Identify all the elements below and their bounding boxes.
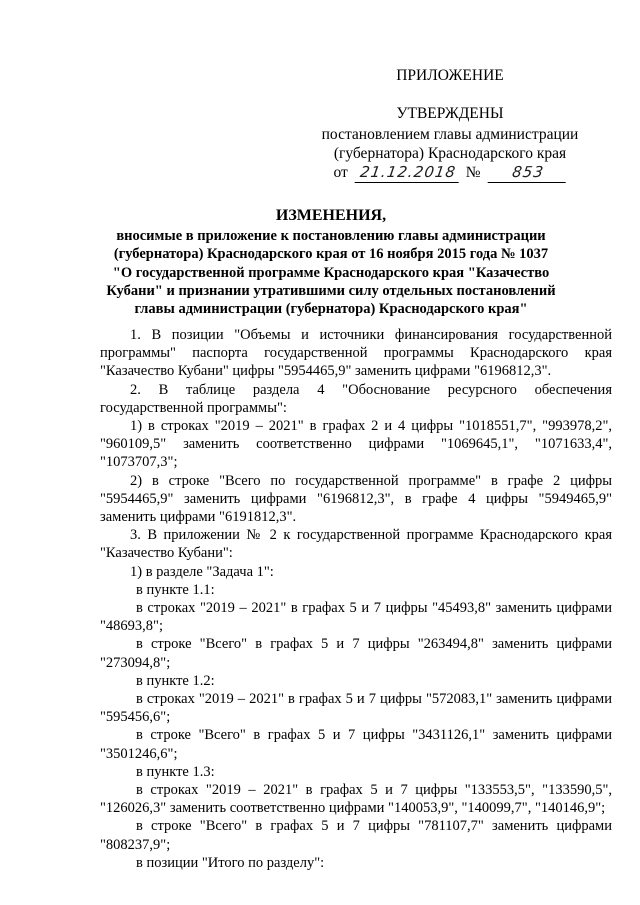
paragraph: 3. В приложении № 2 к государственной программе Краснодарского края "Казачество Кубани": <box>100 527 612 562</box>
heading-line: "О государственной программе Краснодарского края "Казачество <box>112 264 550 281</box>
heading-line: вносимые в приложение к постановлению главы администрации <box>116 228 546 244</box>
document-heading <box>96 206 566 318</box>
paragraph: в пункте 1.2: <box>136 672 215 689</box>
paragraph: в строках "2019 – 2021" в графах 5 и 7 цифры "133553,5", "133590,5", "126026,3" заменить соответственно цифрами "140053,9", "140099,7", "140146,9"; <box>100 782 612 817</box>
date-prefix: от <box>333 164 348 181</box>
paragraph: в строках "2019 – 2021" в графах 5 и 7 цифры "572083,1" заменить цифрами "595456,6"; <box>100 691 612 726</box>
heading-line: Кубани" и признании утратившими силу отдельных постановлений <box>106 282 556 299</box>
document-body <box>100 326 612 872</box>
paragraph: 1. В позиции "Объемы и источники финансирования государственной программы" паспорта государственной программы Краснодарского края "Казачество Кубани" цифры "5954465,9" заменить цифрами "6196812,3". <box>100 327 612 380</box>
paragraph: 1) в разделе "Задача 1": <box>130 563 274 580</box>
paragraph: 2. В таблице раздела 4 "Обоснование ресурсного обеспечения государственной программы": <box>100 381 612 416</box>
paragraph: в пункте 1.3: <box>136 763 215 780</box>
approved-label: УТВЕРЖДЕНЫ <box>396 105 504 122</box>
approved-by-line-2: (губернатора) Краснодарского края <box>333 145 567 162</box>
heading-title: ИЗМЕНЕНИЯ, <box>275 207 387 224</box>
paragraph: в позиции "Итого по разделу": <box>136 854 325 871</box>
appendix-label: ПРИЛОЖЕНИЕ <box>396 67 504 84</box>
paragraph: в строке "Всего" в графах 5 и 7 цифры "781107,7" заменить цифрами "808237,9"; <box>100 818 612 853</box>
heading-line: (губернатора) Краснодарского края от 16 ноября 2015 года № 1037 <box>113 246 549 263</box>
approved-by-line-1: постановлением главы администрации <box>321 126 579 143</box>
paragraph: в строке "Всего" в графах 5 и 7 цифры "263494,8" заменить цифрами "273094,8"; <box>100 636 612 671</box>
handwritten-date: 21.12.2018 <box>354 163 461 183</box>
paragraph: 2) в строке "Всего по государственной программе" в графе 2 цифры "5954465,9" заменить цифрами "6196812,3", в графе 4 цифры "5949465,9" заменить цифрами "6191812,3". <box>100 472 612 526</box>
paragraph: в строках "2019 – 2021" в графах 5 и 7 цифры "45493,8" заменить цифрами "48693,8"; <box>100 600 612 635</box>
approval-block <box>300 66 600 183</box>
number-prefix: № <box>465 164 481 181</box>
paragraph: в пункте 1.1: <box>136 581 215 598</box>
paragraph: в строке "Всего" в графах 5 и 7 цифры "3431126,1" заменить цифрами "3501246,6"; <box>100 727 612 762</box>
paragraph: 1) в строках "2019 – 2021" в графах 2 и 4 цифры "1018551,7", "993978,2", "960109,5" заменить соответственно цифрами "1069645,1", "1071633,4", "1073707,3"; <box>100 418 612 471</box>
handwritten-number: 853 <box>487 163 568 183</box>
heading-line: главы администрации (губернатора) Краснодарского края" <box>134 301 528 318</box>
date-number-line <box>300 163 600 183</box>
